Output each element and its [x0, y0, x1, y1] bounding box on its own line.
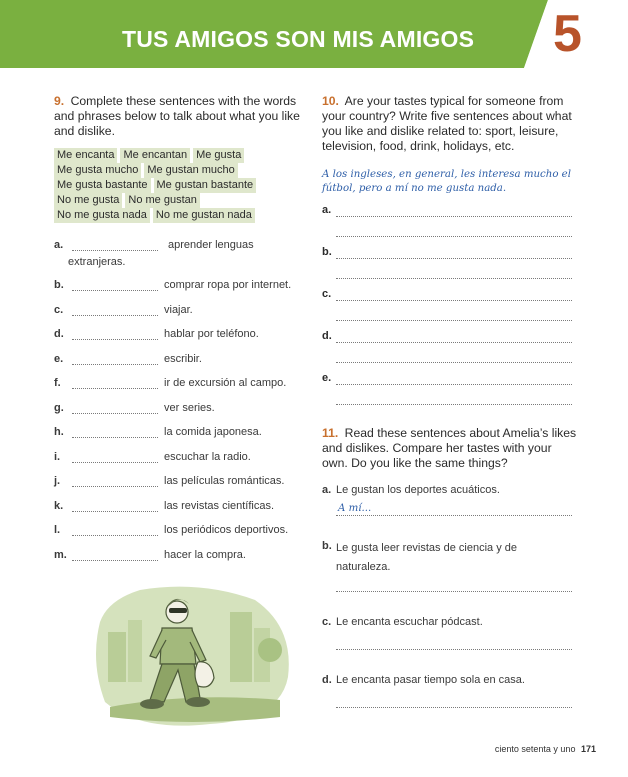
item-letter: i.: [54, 450, 61, 463]
exercise-number: 9.: [54, 94, 65, 108]
answer-blank[interactable]: [72, 364, 158, 365]
example-answer: [322, 168, 578, 196]
phrase-chip: Me gusta: [193, 148, 244, 163]
item-text: escribir.: [164, 352, 202, 365]
phrase-row: [54, 193, 304, 208]
answer-blank[interactable]: [72, 535, 158, 536]
walking-man-illustration: [80, 582, 295, 732]
item-letter: d.: [54, 328, 64, 340]
item-text: las revistas científicas.: [164, 499, 275, 512]
item-letter: k.: [54, 499, 64, 512]
phrase-row: [54, 208, 304, 223]
phrase-chip: Me gustan bastante: [154, 178, 257, 193]
phrase-bank: [54, 148, 304, 223]
phrase-chip: Me encanta: [54, 148, 117, 163]
phrase-chip: No me gusta nada: [54, 208, 150, 223]
phrase-chip: Me gusta bastante: [54, 178, 151, 193]
right-column: [322, 94, 578, 713]
phrase-row: [54, 148, 304, 163]
list-item: [322, 539, 578, 615]
list-item: [322, 330, 578, 372]
item-text: Le encanta escuchar pódcast.: [336, 616, 483, 628]
item-text: las películas románticas.: [164, 475, 285, 487]
list-item: [54, 500, 304, 525]
item-letter: b.: [322, 540, 332, 552]
answer-blank[interactable]: [72, 388, 158, 389]
item-text: los periódicos deportivos.: [164, 524, 289, 536]
exercise-instruction: Read these sentences about Amelia’s likes and dislikes. Compare her tastes with your own. Do you like the same things?: [322, 426, 577, 470]
exercise-9-items: [54, 239, 304, 573]
phrase-chip: No me gustan nada: [153, 208, 255, 223]
exercise-instruction: Complete these sentences with the words and phrases below to talk about what you like and dislike.: [54, 94, 300, 138]
item-letter: l.: [54, 524, 61, 536]
answer-line[interactable]: [336, 591, 572, 592]
answer-line[interactable]: [336, 320, 572, 321]
answer-line[interactable]: [336, 236, 572, 237]
page-number-words: ciento setenta y uno: [494, 744, 576, 754]
exercise-9: [54, 94, 304, 573]
item-text-continued: extranjeras.: [68, 256, 126, 268]
answer-blank[interactable]: [72, 339, 158, 340]
item-letter: a.: [322, 204, 332, 216]
answer-line[interactable]: [336, 216, 572, 217]
list-item: [322, 372, 578, 414]
answer-blank[interactable]: [72, 413, 158, 414]
item-text: ver series.: [164, 401, 215, 414]
list-item: [322, 204, 578, 246]
answer-line[interactable]: [336, 362, 572, 363]
answer-line[interactable]: [336, 258, 572, 259]
item-text: Le encanta pasar tiempo sola en casa.: [336, 674, 525, 686]
list-item: [54, 279, 304, 304]
list-item: [322, 246, 578, 288]
answer-line[interactable]: [336, 384, 572, 385]
exercise-number: 11.: [322, 426, 339, 440]
list-item: [54, 377, 304, 402]
exercise-11-heading: [322, 426, 578, 471]
example-line: A los ingleses, en general, les interesa mucho el: [322, 169, 571, 180]
exercise-9-heading: [54, 94, 304, 139]
list-item: [54, 426, 304, 451]
item-letter: b.: [322, 246, 332, 258]
unit-title: TUS AMIGOS SON MIS AMIGOS: [122, 26, 475, 52]
answer-blank[interactable]: [72, 511, 158, 512]
item-text: viajar.: [164, 303, 193, 316]
item-letter: b.: [54, 279, 64, 291]
answer-blank[interactable]: [72, 315, 158, 316]
item-letter: j.: [54, 475, 61, 487]
exercise-instruction: Are your tastes typical for someone from your country? Write five sentences about what you like and dislike related to: sport, leisure, television, food, drink, holidays, etc.: [322, 94, 572, 153]
answer-line[interactable]: [336, 342, 572, 343]
item-text: Le gusta leer revistas de ciencia y de naturaleza.: [336, 542, 517, 573]
item-letter: c.: [322, 616, 332, 628]
item-text: aprender lenguas: [168, 239, 254, 251]
item-text: la comida japonesa.: [164, 426, 262, 438]
list-item: [54, 475, 304, 500]
item-letter: f.: [54, 377, 61, 389]
phrase-chip: Me gusta mucho: [54, 163, 141, 178]
phrase-chip: Me gustan mucho: [144, 163, 237, 178]
exercise-10-heading: [322, 94, 578, 154]
example-line: fútbol, pero a mí no me gusta nada.: [322, 183, 507, 194]
item-letter: c.: [54, 303, 64, 316]
exercise-11-items: [322, 483, 578, 713]
answer-line[interactable]: [336, 404, 572, 405]
item-text: ir de excursión al campo.: [164, 377, 287, 389]
answer-line[interactable]: [336, 707, 572, 708]
list-item: [54, 304, 304, 329]
item-letter: d.: [322, 674, 332, 686]
phrase-chip: No me gustan: [125, 193, 199, 208]
list-item: [322, 483, 578, 539]
answer-line[interactable]: [336, 278, 572, 279]
answer-line[interactable]: [336, 515, 572, 516]
item-text: escuchar la radio.: [164, 450, 251, 463]
list-item: [322, 615, 578, 673]
list-item: [54, 549, 304, 574]
page-number: 171: [580, 744, 596, 754]
item-text: hablar por teléfono.: [164, 328, 259, 340]
phrase-row: [54, 163, 304, 178]
item-text: hacer la compra.: [164, 548, 246, 561]
item-letter: h.: [54, 426, 64, 438]
list-item: [54, 524, 304, 549]
answer-line[interactable]: [336, 649, 572, 650]
item-letter: a.: [322, 484, 332, 496]
exercise-10-items: [322, 204, 578, 414]
list-item: [322, 673, 578, 713]
answer-blank[interactable]: [72, 250, 158, 251]
phrase-chip: No me gusta: [54, 193, 122, 208]
list-item: [54, 402, 304, 427]
phrase-row: [54, 178, 304, 193]
page-footer: [495, 744, 596, 754]
answer-blank[interactable]: [72, 437, 158, 438]
answer-blank[interactable]: [72, 462, 158, 463]
list-item: [322, 288, 578, 330]
list-item: [54, 328, 304, 353]
list-item: [54, 353, 304, 378]
answer-line[interactable]: [336, 300, 572, 301]
header-banner: [0, 0, 628, 68]
list-item: [54, 451, 304, 476]
item-letter: m.: [54, 548, 67, 561]
item-letter: e.: [322, 372, 332, 384]
list-item: [54, 239, 304, 279]
example-answer: A mí...: [338, 503, 372, 514]
item-letter: g.: [54, 401, 64, 414]
item-letter: e.: [54, 352, 64, 365]
unit-number: 5: [553, 5, 582, 63]
item-text: comprar ropa por internet.: [164, 279, 292, 291]
answer-blank[interactable]: [72, 290, 158, 291]
item-letter: a.: [54, 239, 64, 251]
exercise-number: 10.: [322, 94, 339, 108]
item-letter: c.: [322, 288, 332, 300]
phrase-chip: Me encantan: [120, 148, 190, 163]
item-text: Le gustan los deportes acuáticos.: [336, 484, 500, 496]
item-letter: d.: [322, 330, 332, 342]
answer-blank[interactable]: [72, 560, 158, 561]
answer-blank[interactable]: [72, 486, 158, 487]
